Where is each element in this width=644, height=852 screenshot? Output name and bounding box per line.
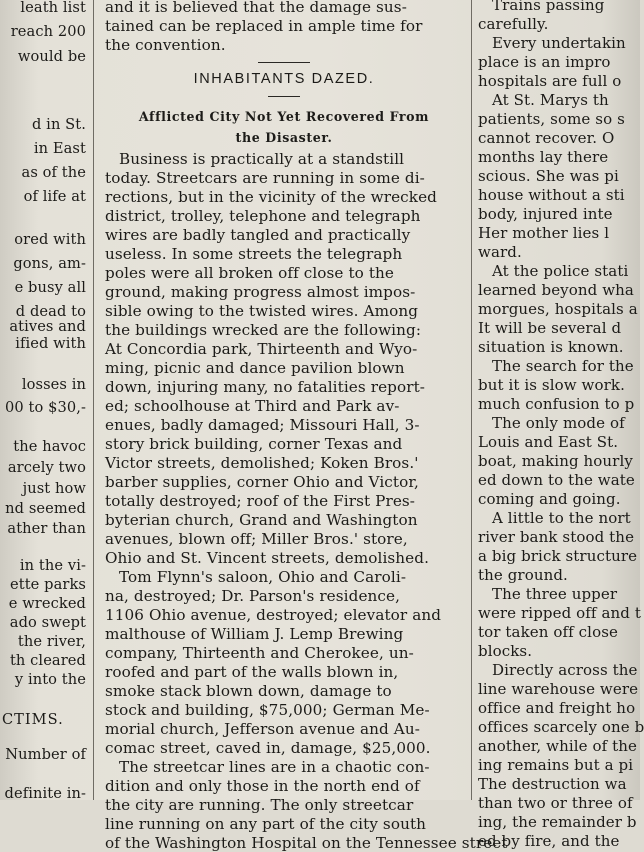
left-line: the river,	[17, 633, 86, 650]
headline-divider	[268, 96, 300, 97]
left-line: in the vi-	[19, 557, 86, 574]
body-line: poles were all broken off close to the	[105, 264, 394, 282]
column-rule	[93, 0, 94, 800]
body-line: company, Thirteenth and Cherokee, un-	[105, 644, 414, 662]
right-column	[476, 0, 644, 850]
right-line: A little to the nort	[492, 509, 631, 527]
left-line: atives and	[9, 318, 86, 335]
body-line: dition and only those in the north end of	[105, 777, 420, 795]
right-line: learned beyond wha	[478, 281, 634, 299]
column-rule	[471, 0, 472, 800]
right-line: body, injured inte	[478, 205, 613, 223]
body-line: Ohio and St. Vincent streets, demolished.	[105, 549, 430, 567]
right-line: patients, some so s	[478, 110, 625, 128]
body-line: roofed and part of the walls blown in,	[105, 663, 399, 681]
right-line: the ground.	[478, 566, 568, 584]
right-line: Her mother lies l	[478, 224, 610, 242]
right-line: another, while of the	[478, 737, 638, 755]
right-line: Trains passing	[492, 0, 605, 14]
left-line: e wrecked	[8, 595, 86, 612]
body-line: Victor streets, demolished; Koken Bros.'	[105, 454, 419, 472]
body-line: comac street, caved in, damage, $25,000.	[105, 739, 431, 757]
left-line: Number of	[5, 746, 86, 763]
body-line: and it is believed that the damage sus-	[105, 0, 407, 16]
right-line: The search for the	[492, 357, 634, 375]
body-line: the buildings wrecked are the following:	[105, 321, 422, 339]
right-line: ed by fire, and the	[478, 832, 620, 850]
right-line: months lay there	[478, 148, 609, 166]
body-line: the convention.	[105, 36, 226, 54]
body-line: barber supplies, corner Ohio and Victor,	[105, 473, 419, 491]
body-line: smoke stack blown down, damage to	[105, 682, 392, 700]
left-line: leath list	[20, 0, 86, 16]
right-line: were ripped off and t	[478, 604, 641, 622]
left-line: losses in	[21, 376, 86, 393]
left-heading: CTIMS.	[2, 711, 64, 728]
left-line: definite in-	[4, 785, 86, 802]
right-line: boat, making hourly	[478, 452, 633, 470]
left-line: in East	[33, 140, 86, 157]
body-line: 1106 Ohio avenue, destroyed; elevator and	[105, 606, 442, 624]
left-line: ified with	[15, 335, 86, 352]
body-line: useless. In some streets the telegraph	[105, 245, 403, 263]
right-line: morgues, hospitals a	[478, 300, 638, 318]
right-line: tor taken off close	[478, 623, 618, 641]
body-line: rections, but in the vicinity of the wrecked	[105, 188, 437, 206]
article-subhead: the Disaster.	[235, 130, 333, 145]
right-line: The destruction wa	[478, 775, 627, 793]
body-line: Business is practically at a standstill	[119, 150, 405, 168]
right-line: house without a sti	[478, 186, 625, 204]
right-line: ing, the remainder b	[478, 813, 637, 831]
article-headline: INHABITANTS DAZED.	[193, 71, 375, 87]
left-line: arcely two	[7, 459, 86, 476]
right-line: Every undertakin	[492, 34, 626, 52]
body-line: morial church, Jefferson avenue and Au-	[105, 720, 420, 738]
right-line: ed down to the wate	[478, 471, 635, 489]
body-line: At Concordia park, Thirteenth and Wyo-	[105, 340, 418, 358]
left-line: d dead to	[15, 303, 86, 320]
right-line: office and freight ho	[478, 699, 636, 717]
section-divider	[258, 62, 310, 63]
left-line: gons, am-	[13, 255, 86, 272]
right-line: situation is known.	[478, 338, 624, 356]
right-line: place is an impro	[478, 53, 611, 71]
right-line: Louis and East St.	[478, 433, 619, 451]
right-line: coming and going.	[478, 490, 621, 508]
right-line: The only mode of	[492, 414, 625, 432]
body-line: ground, making progress almost impos-	[105, 283, 416, 301]
left-line: the havoc	[13, 438, 86, 455]
body-line: stock and building, $75,000; German Me-	[105, 701, 430, 719]
right-line: line warehouse were	[478, 680, 639, 698]
right-line: much confusion to p	[478, 395, 635, 413]
right-line: ing remains but a pi	[478, 756, 634, 774]
right-line: At the police stati	[492, 262, 629, 280]
body-line: today. Streetcars are running in some di-	[105, 169, 425, 187]
left-line: of life at	[23, 188, 86, 205]
body-line: tained can be replaced in ample time for	[105, 17, 423, 35]
right-line: ward.	[478, 243, 522, 261]
body-line: story brick building, corner Texas and	[105, 435, 403, 453]
body-line: ming, picnic and dance pavilion blown	[105, 359, 405, 377]
body-line: the city are running. The only streetcar	[105, 796, 414, 814]
right-line: a big brick structure	[478, 547, 638, 565]
body-line: wires are badly tangled and practically	[105, 226, 411, 244]
right-line: It will be several d	[478, 319, 622, 337]
body-line: ed; schoolhouse at Third and Park av-	[105, 397, 400, 415]
body-line: The streetcar lines are in a chaotic con-	[119, 758, 430, 776]
article-subhead: Afflicted City Not Yet Recovered From	[138, 109, 430, 124]
right-line: At St. Marys th	[492, 91, 609, 109]
body-line: malthouse of William J. Lemp Brewing	[105, 625, 404, 643]
left-line: y into the	[14, 671, 86, 688]
body-line: byterian church, Grand and Washington	[105, 511, 418, 529]
right-line: hospitals are full o	[478, 72, 622, 90]
body-line: na, destroyed; Dr. Parson's residence,	[105, 587, 401, 605]
right-line: scious. She was pi	[478, 167, 619, 185]
left-line: would be	[17, 48, 86, 65]
right-line: river bank stood the	[478, 528, 635, 546]
left-line: reach 200	[10, 23, 86, 40]
left-line: ado swept	[9, 614, 86, 631]
body-line: district, trolley, telephone and telegraph	[105, 207, 421, 225]
left-line: nd seemed	[5, 500, 86, 517]
right-line: than two or three of	[478, 794, 633, 812]
left-line: d in St.	[32, 116, 86, 133]
left-line: just how	[22, 480, 86, 497]
left-line: ette parks	[10, 576, 86, 593]
left-line: ather than	[7, 520, 86, 537]
right-line: but it is slow work.	[478, 376, 625, 394]
body-line: of the Washington Hospital on the Tennessee street	[105, 834, 508, 852]
body-line: Tom Flynn's saloon, Ohio and Caroli-	[119, 568, 407, 586]
body-line: totally destroyed; roof of the First Pres-	[105, 492, 416, 510]
body-line: avenues, blown off; Miller Bros.' store,	[105, 530, 408, 548]
left-line: ored with	[14, 231, 86, 248]
left-line: e busy all	[14, 279, 86, 296]
right-line: offices scarcely one b	[478, 718, 644, 736]
right-line: Directly across the	[492, 661, 638, 679]
left-line: th cleared	[9, 652, 86, 669]
right-line: cannot recover. O	[478, 129, 615, 147]
left-line: as of the	[21, 164, 86, 181]
left-column	[0, 0, 86, 800]
body-line: sible owing to the twisted wires. Among	[105, 302, 419, 320]
right-line: carefully.	[478, 15, 549, 33]
left-line: 00 to $30,-	[4, 399, 86, 416]
body-line: down, injuring many, no fatalities report-	[105, 378, 426, 396]
body-line: line running on any part of the city south	[105, 815, 427, 833]
body-line: enues, badly damaged; Missouri Hall, 3-	[105, 416, 420, 434]
right-line: blocks.	[478, 642, 533, 660]
right-line: The three upper	[492, 585, 618, 603]
